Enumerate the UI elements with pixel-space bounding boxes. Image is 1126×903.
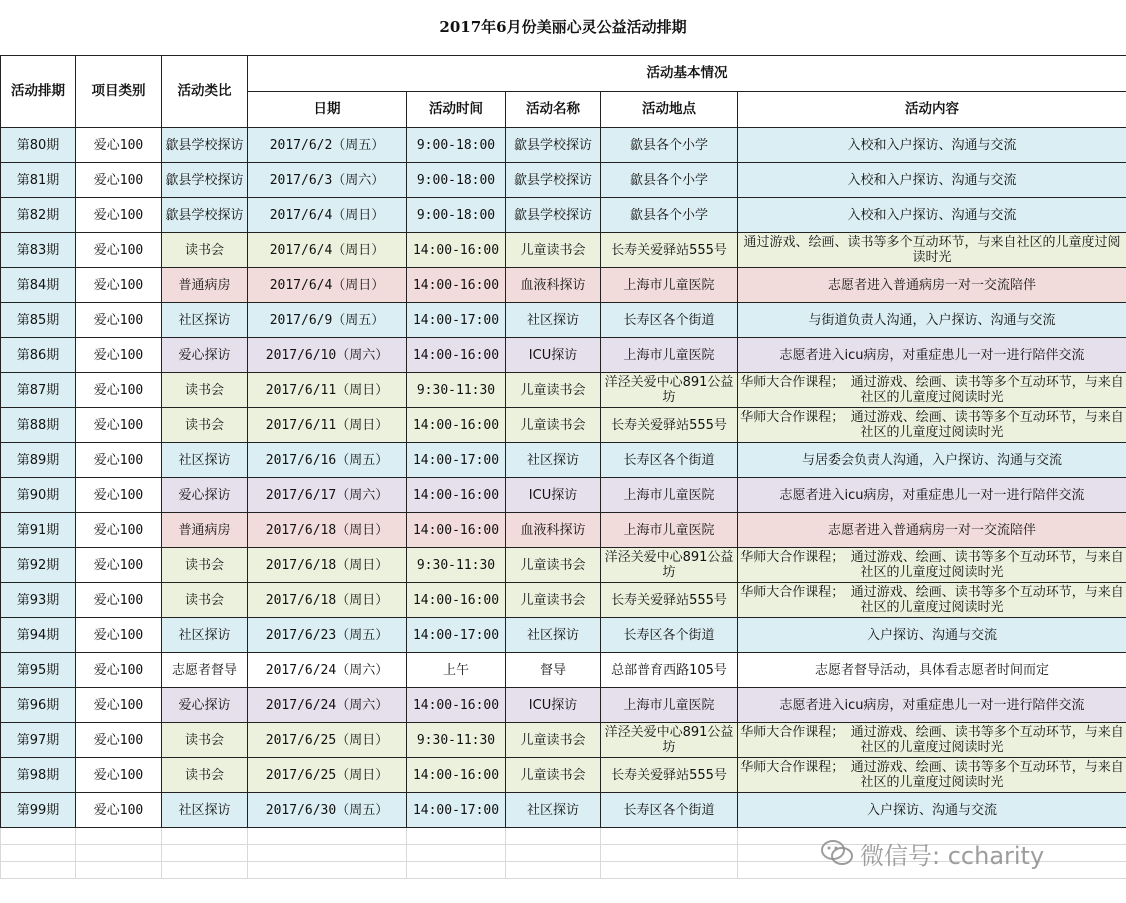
empty-grid-cell (162, 845, 248, 862)
cell-date: 2017/6/11（周日） (248, 373, 407, 408)
cell-time: 9:00-18:00 (407, 163, 506, 198)
cell-period: 第93期 (1, 583, 76, 618)
cell-type: 读书会 (162, 723, 248, 758)
table-row (1, 688, 1126, 723)
cell-date: 2017/6/16（周五） (248, 443, 407, 478)
cell-name: 儿童读书会 (506, 408, 601, 443)
cell-location: 上海市儿童医院 (601, 338, 738, 373)
cell-name: 血液科探访 (506, 513, 601, 548)
cell-time: 14:00-16:00 (407, 338, 506, 373)
cell-content: 华师大合作课程； 通过游戏、绘画、读书等多个互动环节，与来自社区的儿童度过阅读时光 (738, 408, 1126, 443)
cell-type: 社区探访 (162, 443, 248, 478)
cell-category: 爱心100 (76, 128, 162, 163)
cell-category: 爱心100 (76, 513, 162, 548)
cell-name: 社区探访 (506, 793, 601, 828)
cell-location: 长寿关爱驿站555号 (601, 408, 738, 443)
cell-period: 第98期 (1, 758, 76, 793)
cell-category: 爱心100 (76, 723, 162, 758)
empty-grid-cell (162, 828, 248, 845)
empty-grid-cell (506, 862, 601, 879)
cell-date: 2017/6/10（周六） (248, 338, 407, 373)
table-row (1, 793, 1126, 828)
cell-period: 第88期 (1, 408, 76, 443)
cell-time: 14:00-16:00 (407, 478, 506, 513)
cell-name: ICU探访 (506, 688, 601, 723)
table-row (1, 128, 1126, 163)
cell-date: 2017/6/4（周日） (248, 198, 407, 233)
cell-time: 9:30-11:30 (407, 723, 506, 758)
cell-date: 2017/6/25（周日） (248, 723, 407, 758)
cell-type: 爱心探访 (162, 478, 248, 513)
cell-category: 爱心100 (76, 688, 162, 723)
header-basic-info: 活动基本情况 (248, 56, 1126, 92)
cell-type: 社区探访 (162, 303, 248, 338)
header-content: 活动内容 (738, 92, 1126, 128)
cell-time: 14:00-17:00 (407, 303, 506, 338)
cell-category: 爱心100 (76, 408, 162, 443)
cell-time: 9:00-18:00 (407, 198, 506, 233)
cell-content: 华师大合作课程； 通过游戏、绘画、读书等多个互动环节，与来自社区的儿童度过阅读时光 (738, 373, 1126, 408)
cell-category: 爱心100 (76, 583, 162, 618)
cell-date: 2017/6/18（周日） (248, 548, 407, 583)
empty-grid-cell (1, 845, 76, 862)
header-name: 活动名称 (506, 92, 601, 128)
cell-period: 第92期 (1, 548, 76, 583)
cell-date: 2017/6/17（周六） (248, 478, 407, 513)
cell-location: 长寿关爱驿站555号 (601, 233, 738, 268)
cell-location: 长寿区各个街道 (601, 793, 738, 828)
cell-location: 上海市儿童医院 (601, 478, 738, 513)
cell-time: 14:00-16:00 (407, 233, 506, 268)
cell-category: 爱心100 (76, 478, 162, 513)
cell-name: ICU探访 (506, 338, 601, 373)
cell-type: 歙县学校探访 (162, 163, 248, 198)
cell-location: 歙县各个小学 (601, 128, 738, 163)
cell-time: 9:30-11:30 (407, 548, 506, 583)
watermark (820, 838, 1044, 868)
cell-category: 爱心100 (76, 198, 162, 233)
cell-content: 入户探访、沟通与交流 (738, 618, 1126, 653)
table-row (1, 303, 1126, 338)
cell-content: 华师大合作课程； 通过游戏、绘画、读书等多个互动环节，与来自社区的儿童度过阅读时光 (738, 548, 1126, 583)
cell-name: 社区探访 (506, 303, 601, 338)
table-row (1, 548, 1126, 583)
cell-location: 长寿区各个街道 (601, 618, 738, 653)
cell-content: 华师大合作课程； 通过游戏、绘画、读书等多个互动环节，与来自社区的儿童度过阅读时光 (738, 723, 1126, 758)
cell-type: 社区探访 (162, 618, 248, 653)
cell-type: 读书会 (162, 548, 248, 583)
cell-date: 2017/6/3（周六） (248, 163, 407, 198)
cell-category: 爱心100 (76, 548, 162, 583)
cell-date: 2017/6/11（周日） (248, 408, 407, 443)
cell-location: 长寿关爱驿站555号 (601, 583, 738, 618)
cell-content: 华师大合作课程； 通过游戏、绘画、读书等多个互动环节，与来自社区的儿童度过阅读时光 (738, 758, 1126, 793)
page-title: 2017年6月份美丽心灵公益活动排期 (439, 18, 687, 36)
cell-name: 儿童读书会 (506, 723, 601, 758)
cell-date: 2017/6/24（周六） (248, 688, 407, 723)
schedule-table (0, 55, 1126, 879)
cell-type: 歙县学校探访 (162, 198, 248, 233)
cell-location: 长寿区各个街道 (601, 303, 738, 338)
table-row (1, 478, 1126, 513)
cell-category: 爱心100 (76, 653, 162, 688)
cell-date: 2017/6/24（周六） (248, 653, 407, 688)
cell-category: 爱心100 (76, 758, 162, 793)
cell-type: 爱心探访 (162, 338, 248, 373)
cell-time: 14:00-16:00 (407, 758, 506, 793)
cell-type: 社区探访 (162, 793, 248, 828)
table-row (1, 583, 1126, 618)
cell-name: 社区探访 (506, 443, 601, 478)
cell-time: 上午 (407, 653, 506, 688)
header-type: 活动类比 (162, 56, 248, 128)
cell-content: 志愿者进入icu病房，对重症患儿一对一进行陪伴交流 (738, 478, 1126, 513)
cell-time: 14:00-16:00 (407, 583, 506, 618)
cell-time: 14:00-17:00 (407, 793, 506, 828)
empty-grid-cell (248, 862, 407, 879)
cell-location: 总部普育西路105号 (601, 653, 738, 688)
cell-name: 歙县学校探访 (506, 163, 601, 198)
empty-grid-cell (407, 845, 506, 862)
empty-grid-cell (162, 862, 248, 879)
cell-period: 第96期 (1, 688, 76, 723)
cell-time: 9:00-18:00 (407, 128, 506, 163)
table-row (1, 758, 1126, 793)
cell-type: 志愿者督导 (162, 653, 248, 688)
cell-date: 2017/6/25（周日） (248, 758, 407, 793)
table-row (1, 723, 1126, 758)
table-row (1, 338, 1126, 373)
empty-grid-cell (506, 845, 601, 862)
cell-type: 普通病房 (162, 268, 248, 303)
cell-location: 歙县各个小学 (601, 198, 738, 233)
cell-date: 2017/6/4（周日） (248, 268, 407, 303)
cell-category: 爱心100 (76, 618, 162, 653)
cell-content: 与街道负责人沟通，入户探访、沟通与交流 (738, 303, 1126, 338)
table-row (1, 198, 1126, 233)
table-row (1, 653, 1126, 688)
cell-time: 9:30-11:30 (407, 373, 506, 408)
cell-content: 与居委会负责人沟通，入户探访、沟通与交流 (738, 443, 1126, 478)
header-date: 日期 (248, 92, 407, 128)
wechat-icon (820, 839, 854, 867)
cell-name: 歙县学校探访 (506, 128, 601, 163)
table-row (1, 443, 1126, 478)
header-time: 活动时间 (407, 92, 506, 128)
cell-type: 读书会 (162, 233, 248, 268)
empty-grid-cell (76, 845, 162, 862)
cell-name: 儿童读书会 (506, 233, 601, 268)
cell-name: 儿童读书会 (506, 548, 601, 583)
cell-content: 通过游戏、绘画、读书等多个互动环节，与来自社区的儿童度过阅读时光 (738, 233, 1126, 268)
cell-time: 14:00-16:00 (407, 268, 506, 303)
table-body (1, 128, 1126, 879)
cell-period: 第81期 (1, 163, 76, 198)
cell-category: 爱心100 (76, 373, 162, 408)
cell-content: 入校和入户探访、沟通与交流 (738, 198, 1126, 233)
empty-grid-cell (407, 828, 506, 845)
empty-grid-cell (1, 828, 76, 845)
cell-name: 儿童读书会 (506, 373, 601, 408)
cell-content: 入户探访、沟通与交流 (738, 793, 1126, 828)
cell-period: 第80期 (1, 128, 76, 163)
cell-location: 上海市儿童医院 (601, 688, 738, 723)
header-location: 活动地点 (601, 92, 738, 128)
cell-content: 入校和入户探访、沟通与交流 (738, 128, 1126, 163)
table-row (1, 513, 1126, 548)
cell-category: 爱心100 (76, 303, 162, 338)
cell-time: 14:00-16:00 (407, 688, 506, 723)
table-row (1, 233, 1126, 268)
header-period: 活动排期 (1, 56, 76, 128)
cell-content: 华师大合作课程； 通过游戏、绘画、读书等多个互动环节，与来自社区的儿童度过阅读时光 (738, 583, 1126, 618)
cell-name: 社区探访 (506, 618, 601, 653)
cell-type: 歙县学校探访 (162, 128, 248, 163)
cell-period: 第85期 (1, 303, 76, 338)
cell-date: 2017/6/30（周五） (248, 793, 407, 828)
cell-date: 2017/6/18（周日） (248, 583, 407, 618)
cell-name: 督导 (506, 653, 601, 688)
watermark-text: 微信号: ccharity (860, 841, 1045, 870)
empty-grid-cell (248, 845, 407, 862)
cell-name: 儿童读书会 (506, 583, 601, 618)
cell-location: 洋泾关爱中心891公益坊 (601, 723, 738, 758)
empty-grid-cell (601, 845, 738, 862)
empty-grid-cell (407, 862, 506, 879)
cell-content: 志愿者督导活动，具体看志愿者时间而定 (738, 653, 1126, 688)
cell-period: 第84期 (1, 268, 76, 303)
cell-period: 第94期 (1, 618, 76, 653)
empty-grid-cell (506, 828, 601, 845)
cell-content: 入校和入户探访、沟通与交流 (738, 163, 1126, 198)
empty-grid-cell (248, 828, 407, 845)
cell-category: 爱心100 (76, 443, 162, 478)
cell-time: 14:00-16:00 (407, 513, 506, 548)
table-row (1, 268, 1126, 303)
cell-type: 读书会 (162, 373, 248, 408)
table-row (1, 163, 1126, 198)
cell-category: 爱心100 (76, 233, 162, 268)
cell-content: 志愿者进入普通病房一对一交流陪伴 (738, 513, 1126, 548)
cell-time: 14:00-17:00 (407, 443, 506, 478)
empty-grid-cell (1, 862, 76, 879)
cell-period: 第95期 (1, 653, 76, 688)
cell-date: 2017/6/4（周日） (248, 233, 407, 268)
cell-location: 洋泾关爱中心891公益坊 (601, 373, 738, 408)
cell-content: 志愿者进入icu病房，对重症患儿一对一进行陪伴交流 (738, 688, 1126, 723)
empty-grid-cell (76, 828, 162, 845)
cell-category: 爱心100 (76, 793, 162, 828)
cell-period: 第83期 (1, 233, 76, 268)
cell-type: 普通病房 (162, 513, 248, 548)
header-category: 项目类别 (76, 56, 162, 128)
empty-grid-cell (601, 828, 738, 845)
cell-location: 长寿关爱驿站555号 (601, 758, 738, 793)
cell-name: 儿童读书会 (506, 758, 601, 793)
cell-period: 第99期 (1, 793, 76, 828)
cell-name: ICU探访 (506, 478, 601, 513)
cell-type: 爱心探访 (162, 688, 248, 723)
cell-content: 志愿者进入普通病房一对一交流陪伴 (738, 268, 1126, 303)
cell-type: 读书会 (162, 758, 248, 793)
table-row (1, 618, 1126, 653)
cell-period: 第86期 (1, 338, 76, 373)
cell-time: 14:00-17:00 (407, 618, 506, 653)
cell-time: 14:00-16:00 (407, 408, 506, 443)
cell-date: 2017/6/23（周五） (248, 618, 407, 653)
cell-content: 志愿者进入icu病房，对重症患儿一对一进行陪伴交流 (738, 338, 1126, 373)
cell-type: 读书会 (162, 583, 248, 618)
empty-grid-cell (601, 862, 738, 879)
cell-location: 上海市儿童医院 (601, 268, 738, 303)
empty-grid-cell (76, 862, 162, 879)
cell-period: 第87期 (1, 373, 76, 408)
cell-category: 爱心100 (76, 268, 162, 303)
cell-category: 爱心100 (76, 338, 162, 373)
table-row (1, 373, 1126, 408)
cell-name: 血液科探访 (506, 268, 601, 303)
cell-date: 2017/6/9（周五） (248, 303, 407, 338)
cell-period: 第90期 (1, 478, 76, 513)
cell-type: 读书会 (162, 408, 248, 443)
cell-name: 歙县学校探访 (506, 198, 601, 233)
cell-location: 歙县各个小学 (601, 163, 738, 198)
cell-period: 第91期 (1, 513, 76, 548)
cell-location: 洋泾关爱中心891公益坊 (601, 548, 738, 583)
cell-period: 第97期 (1, 723, 76, 758)
cell-location: 上海市儿童医院 (601, 513, 738, 548)
cell-date: 2017/6/2（周五） (248, 128, 407, 163)
cell-date: 2017/6/18（周日） (248, 513, 407, 548)
cell-category: 爱心100 (76, 163, 162, 198)
cell-location: 长寿区各个街道 (601, 443, 738, 478)
cell-period: 第89期 (1, 443, 76, 478)
cell-period: 第82期 (1, 198, 76, 233)
table-row (1, 408, 1126, 443)
